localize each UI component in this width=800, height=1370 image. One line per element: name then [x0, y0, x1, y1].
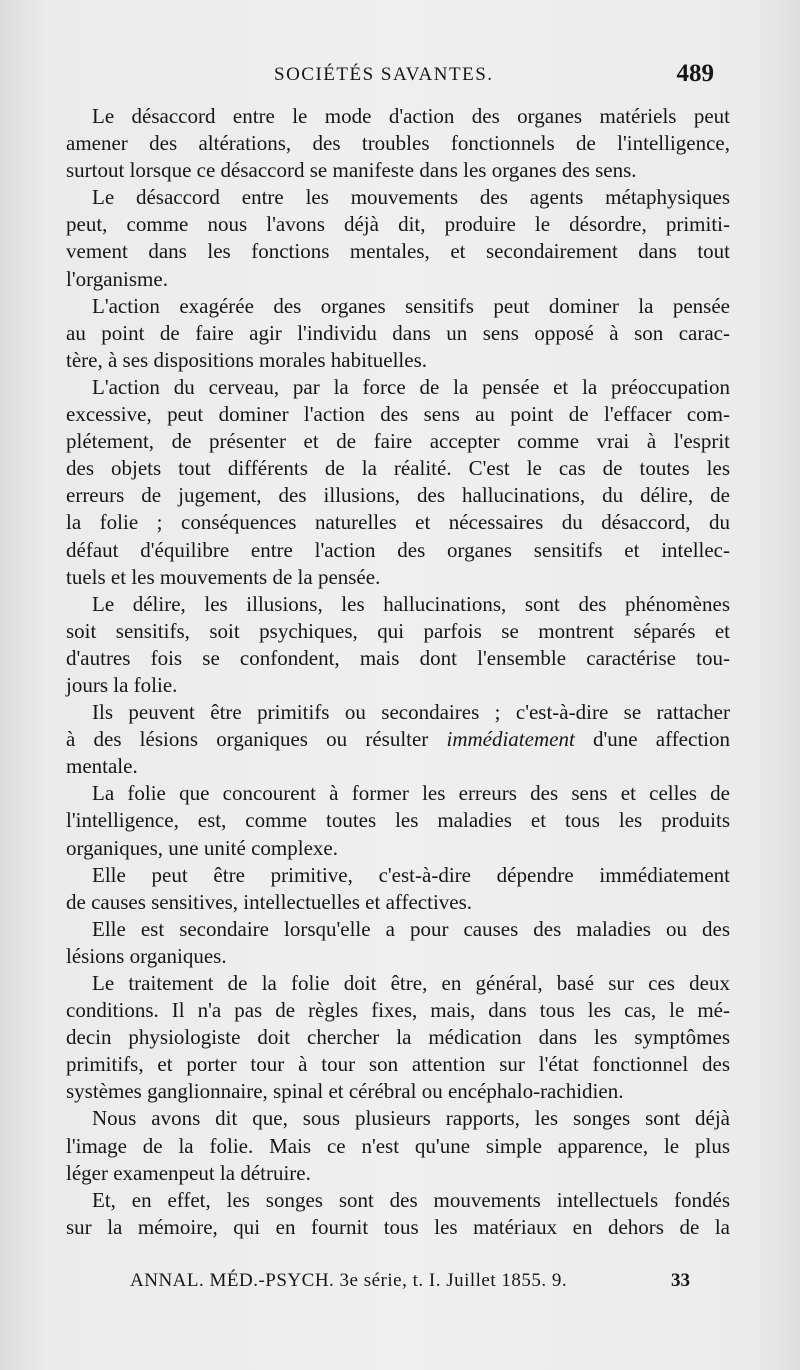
- text-line: Et, en effet, les songes sont des mouvements intellectuels fondés: [92, 1187, 730, 1212]
- paragraph: [66, 699, 730, 780]
- body-text: [66, 103, 730, 1241]
- text-line: surtout lorsque ce désaccord se manifeste dans les organes des sens.: [66, 158, 637, 183]
- text-line: l'intelligence, est, comme toutes les maladies et tous les produits: [66, 808, 730, 833]
- text-line: systèmes ganglionnaire, spinal et cérébral ou encéphalo-rachidien.: [66, 1079, 624, 1104]
- text-line: vement dans les fonctions mentales, et secondairement dans tout: [66, 239, 730, 264]
- text-line: Ils peuvent être primitifs ou secondaires ; c'est-à-dire se rattacher: [92, 700, 730, 725]
- page-header: [64, 60, 724, 96]
- text-line: peut, comme nous l'avons déjà dit, produire le désordre, primiti-: [66, 212, 730, 237]
- text-line: plétement, de présenter et de faire accepter comme vrai à l'esprit: [66, 429, 730, 454]
- text-line: soit sensitifs, soit psychiques, qui parfois se montrent séparés et: [66, 618, 730, 643]
- paragraph: [66, 1187, 730, 1241]
- text-line: défaut d'équilibre entre l'action des organes sensitifs et intellec-: [66, 537, 730, 562]
- text-line: excessive, peut dominer l'action des sens au point de l'effacer com-: [66, 402, 730, 427]
- text-line: d'autres fois se confondent, mais dont l'ensemble caractérise tou-: [66, 645, 730, 670]
- text-line: L'action du cerveau, par la force de la pensée et la préoccupation: [92, 374, 730, 399]
- paragraph: [66, 293, 730, 374]
- text-line: conditions. Il n'a pas de règles fixes, mais, dans tous les cas, le mé-: [66, 998, 730, 1023]
- text-line: amener des altérations, des troubles fonctionnels de l'intelligence,: [66, 131, 730, 156]
- paragraph: [66, 916, 730, 970]
- signature-mark: 33: [671, 1270, 690, 1291]
- paragraph: [66, 184, 730, 292]
- text-line: Le désaccord entre le mode d'action des organes matériels peut: [92, 104, 730, 128]
- paragraph: [66, 970, 730, 1105]
- text-line: tuels et les mouvements de la pensée.: [66, 564, 381, 589]
- text-line: decin physiologiste doit chercher la médication dans les symptômes: [66, 1025, 730, 1050]
- paragraph: [66, 103, 730, 184]
- text-line: Elle est secondaire lorsqu'elle a pour causes des maladies ou des: [92, 916, 730, 941]
- text-line: la folie ; conséquences naturelles et nécessaires du désaccord, du: [66, 510, 730, 535]
- text-line: La folie que concourent à former les erreurs des sens et celles de: [92, 781, 730, 806]
- text-line: lésions organiques.: [66, 943, 227, 968]
- paragraph: [66, 374, 730, 591]
- page-number: 489: [676, 60, 714, 87]
- text-line: léger examenpeut la détruire.: [66, 1160, 311, 1185]
- text-line: L'action exagérée des organes sensitifs peut dominer la pensée: [92, 293, 730, 318]
- text-line: Le délire, les illusions, les hallucinations, sont des phénomènes: [92, 591, 730, 616]
- text-line: mentale.: [66, 754, 138, 779]
- text-line: Elle peut être primitive, c'est-à-dire dépendre immédiatement: [92, 862, 730, 887]
- text-line: jours la folie.: [66, 672, 178, 697]
- text-line: Le traitement de la folie doit être, en général, basé sur ces deux: [92, 971, 730, 995]
- text-line: erreurs de jugement, des illusions, des hallucinations, du délire, de: [66, 483, 730, 508]
- text-line: [66, 726, 730, 753]
- italic-word: immédiatement: [446, 727, 575, 752]
- text-line: de causes sensitives, intellectuelles et affectives.: [66, 889, 473, 914]
- paragraph: [66, 1105, 730, 1186]
- text-line: Nous avons dit que, sous plusieurs rapports, les songes sont déjà: [92, 1106, 730, 1131]
- paragraph: [66, 591, 730, 699]
- text-line: l'image de la folie. Mais ce n'est qu'une simple apparence, le plus: [66, 1133, 730, 1158]
- paragraph: [66, 780, 730, 861]
- text-fragment: d'une affection: [574, 727, 730, 752]
- text-line: sur la mémoire, qui en fournit tous les matériaux en dehors de la: [66, 1214, 730, 1239]
- text-line: organiques, une unité complexe.: [66, 835, 338, 860]
- text-line: tère, à ses dispositions morales habituelles.: [66, 347, 428, 372]
- text-line: primitifs, et porter tour à tour son attention sur l'état fonctionnel des: [66, 1052, 730, 1077]
- text-fragment: à des lésions organiques ou résulter: [66, 727, 447, 752]
- text-line: l'organisme.: [66, 266, 168, 291]
- running-head: SOCIÉTÉS SAVANTES.: [274, 64, 494, 85]
- page-footer: [130, 1270, 690, 1300]
- text-line: au point de faire agir l'individu dans un sens opposé à son carac-: [66, 320, 730, 345]
- text-line: des objets tout différents de la réalité. C'est le cas de toutes les: [66, 456, 730, 481]
- journal-reference: ANNAL. MÉD.-PSYCH. 3e série, t. I. Juillet 1855. 9.: [130, 1270, 568, 1291]
- paragraph: [66, 862, 730, 916]
- text-line: Le désaccord entre les mouvements des agents métaphysiques: [92, 185, 730, 210]
